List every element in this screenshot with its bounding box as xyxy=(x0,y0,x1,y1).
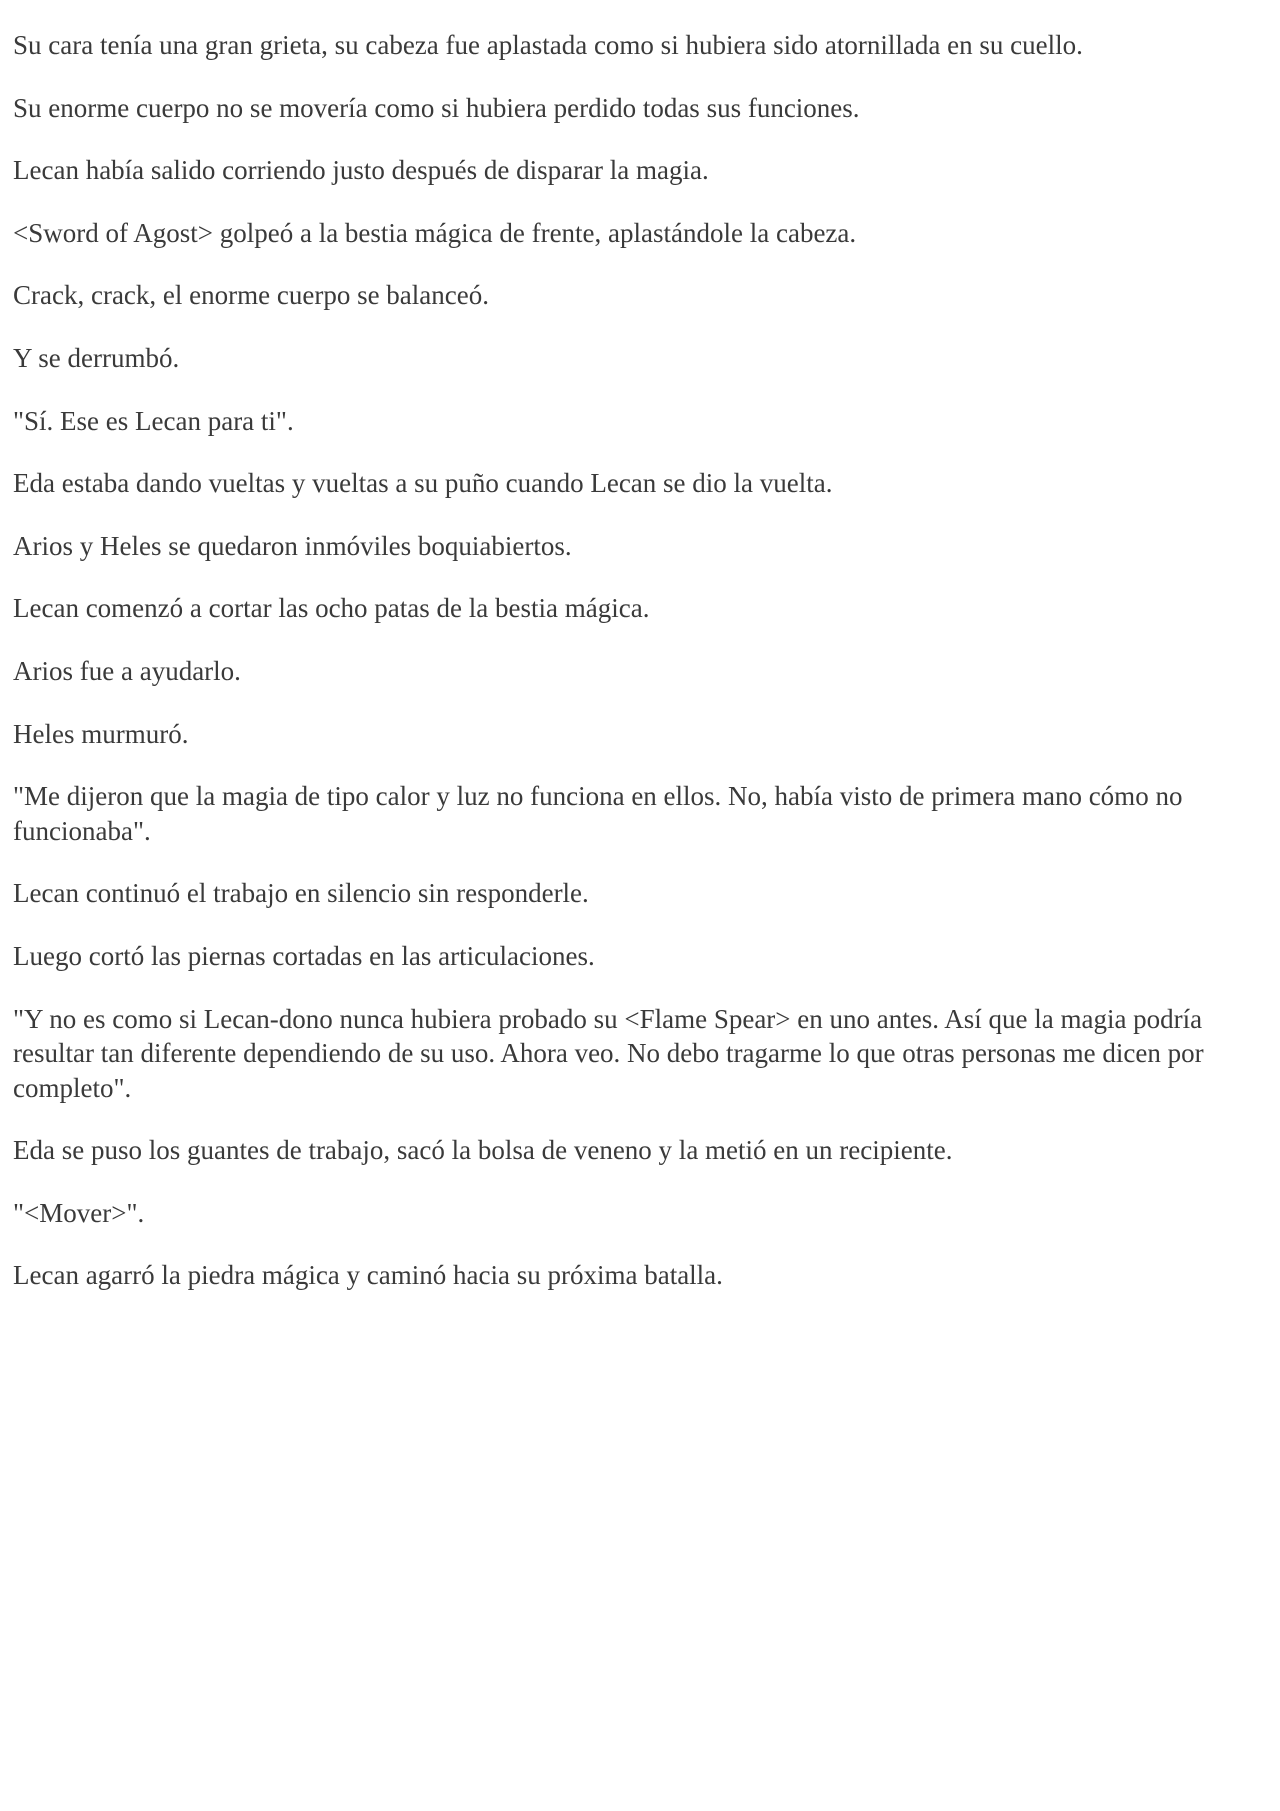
paragraph-1: Su cara tenía una gran grieta, su cabeza fue aplastada como si hubiera sido atornillada en su cuello. xyxy=(13,30,1083,60)
paragraph-8: Eda estaba dando vueltas y vueltas a su puño cuando Lecan se dio la vuelta. xyxy=(13,468,833,499)
paragraph-4: <Sword of Agost> golpeó a la bestia mágica de frente, aplastándole la cabeza. xyxy=(13,217,857,248)
paragraph-7: "Sí. Ese es Lecan para ti". xyxy=(13,405,294,436)
paragraph-6: Y se derrumbó. xyxy=(13,342,180,373)
paragraph-9: Arios y Heles se quedaron inmóviles boquiabiertos. xyxy=(13,530,572,561)
paragraph-19: Lecan agarró la piedra mágica y caminó hacia su próxima batalla. xyxy=(13,1260,723,1291)
paragraph-5: Crack, crack, el enorme cuerpo se balanceó. xyxy=(13,280,489,311)
paragraph-3: Lecan había salido corriendo justo después de disparar la magia. xyxy=(13,155,709,186)
paragraph-16: "Y no es como si Lecan-dono nunca hubiera probado su <Flame Spear> en uno antes. Así que la magia podría resultar tan diferente dependiendo de su uso. Ahora veo. No debo tragarme lo que otras personas me dicen por completo". xyxy=(13,1003,1204,1103)
paragraph-15: Luego cortó las piernas cortadas en las articulaciones. xyxy=(13,940,595,971)
paragraph-2: Su enorme cuerpo no se movería como si hubiera perdido todas sus funciones. xyxy=(13,92,860,123)
paragraph-18: "<Mover>". xyxy=(13,1197,145,1228)
paragraph-12: Heles murmuró. xyxy=(13,718,189,749)
paragraph-11: Arios fue a ayudarlo. xyxy=(13,655,241,686)
paragraph-14: Lecan continuó el trabajo en silencio sin responderle. xyxy=(13,878,589,909)
paragraph-17: Eda se puso los guantes de trabajo, sacó la bolsa de veneno y la metió en un recipiente. xyxy=(13,1135,953,1166)
paragraph-10: Lecan comenzó a cortar las ocho patas de la bestia mágica. xyxy=(13,593,650,624)
paragraph-13: "Me dijeron que la magia de tipo calor y luz no funciona en ellos. No, había visto de primera mano cómo no funcionaba". xyxy=(13,781,1183,846)
document-body xyxy=(13,28,1263,1321)
